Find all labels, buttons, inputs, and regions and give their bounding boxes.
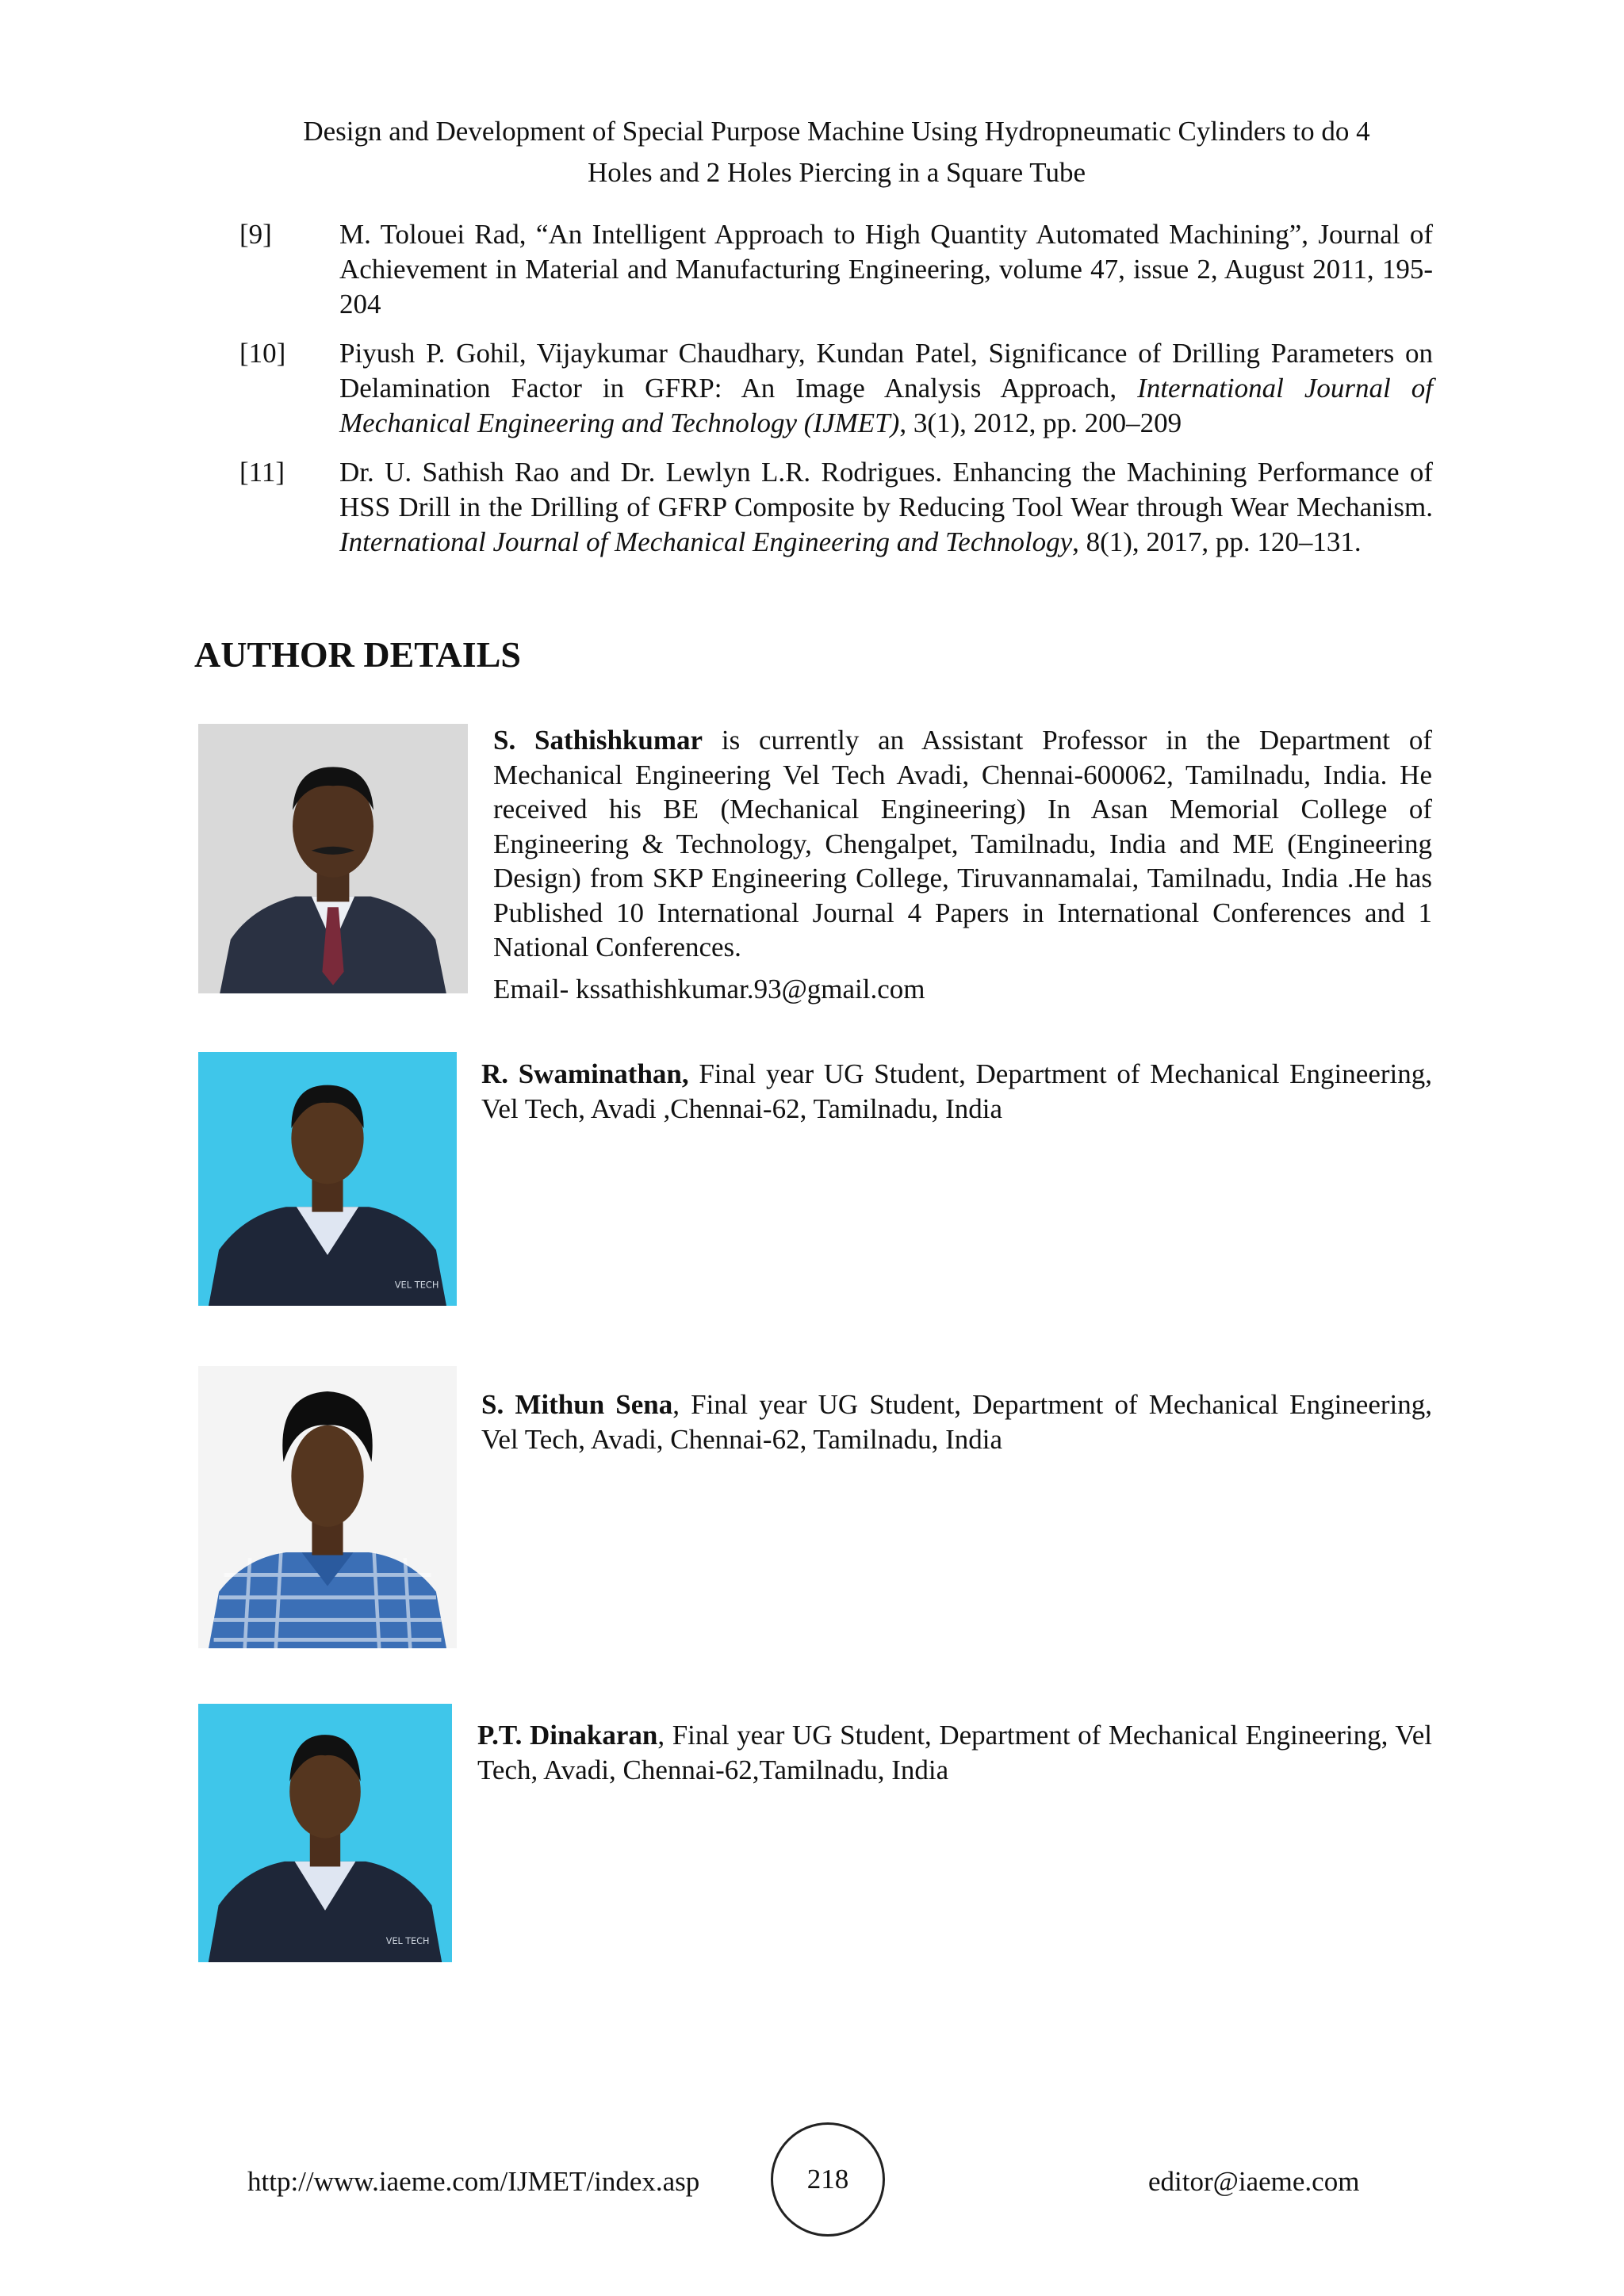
svg-text:VEL TECH: VEL TECH <box>394 1280 439 1291</box>
author-bio <box>493 723 1432 965</box>
section-title: AUTHOR DETAILS <box>194 634 521 675</box>
reference-body: Dr. U. Sathish Rao and Dr. Lewlyn L.R. Rodrigues. Enhancing the Machining Performance of HSS Drill in the Drilling of GFRP Composite by Reducing Tool Wear through Wear Mechanism. <box>339 457 1433 522</box>
author-name: S. Mithun Sena <box>481 1389 673 1420</box>
reference-text <box>339 336 1433 441</box>
footer-email[interactable]: editor@iaeme.com <box>1148 2166 1360 2197</box>
footer-url[interactable]: http://www.iaeme.com/IJMET/index.asp <box>247 2166 700 2197</box>
author-bio <box>477 1718 1432 1787</box>
reference-text <box>339 455 1433 560</box>
author-name: S. Sathishkumar <box>493 725 703 756</box>
author-description: Final year UG Student, Department of Mechanical Engineering, Vel Tech, Avadi ,Chennai-62, Tamilnadu, India <box>481 1058 1432 1124</box>
author-name: R. Swaminathan, <box>481 1058 689 1089</box>
reference-item <box>239 217 1433 322</box>
reference-journal: International Journal of Mechanical Engineering and Technology (IJMET) <box>339 373 1433 438</box>
author-bio <box>481 1387 1432 1456</box>
author-photo <box>198 1052 457 1306</box>
reference-tail: , 8(1), 2017, pp. 120–131. <box>1072 526 1362 557</box>
reference-body: M. Tolouei Rad, “An Intelligent Approach to High Quantity Automated Machining”, Journal of Achievement in Material and Manufacturing Engineering, volume 47, issue 2, August 2011, 195-204 <box>339 219 1433 320</box>
reference-number: [11] <box>239 457 285 488</box>
reference-tail: , 3(1), 2012, pp. 200–209 <box>899 408 1182 438</box>
author-name: P.T. Dinakaran <box>477 1720 658 1751</box>
reference-item <box>239 455 1433 560</box>
author-email: Email- kssathishkumar.93@gmail.com <box>493 974 925 1004</box>
header-line-1: Design and Development of Special Purpose Machine Using Hydropneumatic Cylinders to do 4 <box>303 116 1370 147</box>
page-number <box>771 2122 885 2237</box>
author-description: , Final year UG Student, Department of Mechanical Engineering, Vel Tech, Avadi, Chennai-62, Tamilnadu, India <box>481 1389 1432 1455</box>
author-photo <box>198 724 468 993</box>
reference-body: Piyush P. Gohil, Vijaykumar Chaudhary, Kundan Patel, Significance of Drilling Parameters on Delamination Factor in GFRP: An Image Analysis Approach, <box>339 338 1433 404</box>
author-description: is currently an Assistant Professor in the Department of Mechanical Engineering Vel Tech Avadi, Chennai-600062, Tamilnadu, India. He received his BE (Mechanical Engineering) In Asan Memorial College of Engineering & Technology, Chengalpet, Tamilnadu, India and ME (Engineering Design) from SKP Engineering College, Tiruvannamalai, Tamilnadu, India .He has Published 10 International Journal 4 Papers in International Conferences and 1 National Conferences. <box>493 725 1432 962</box>
page-number-text: 218 <box>806 2164 849 2195</box>
reference-text <box>339 217 1433 322</box>
author-description: , Final year UG Student, Department of Mechanical Engineering, Vel Tech, Avadi, Chennai-62,Tamilnadu, India <box>477 1720 1432 1785</box>
reference-number: [10] <box>239 338 286 369</box>
author-bio <box>481 1057 1432 1126</box>
header-line-2: Holes and 2 Holes Piercing in a Square Tube <box>588 157 1086 188</box>
author-photo <box>198 1366 457 1648</box>
reference-journal: International Journal of Mechanical Engineering and Technology <box>339 526 1073 557</box>
svg-text:VEL TECH: VEL TECH <box>385 1936 430 1947</box>
reference-item <box>239 336 1433 441</box>
reference-list <box>239 217 1433 574</box>
running-header <box>198 111 1475 193</box>
reference-number: [9] <box>239 219 272 250</box>
author-photo <box>198 1704 452 1962</box>
